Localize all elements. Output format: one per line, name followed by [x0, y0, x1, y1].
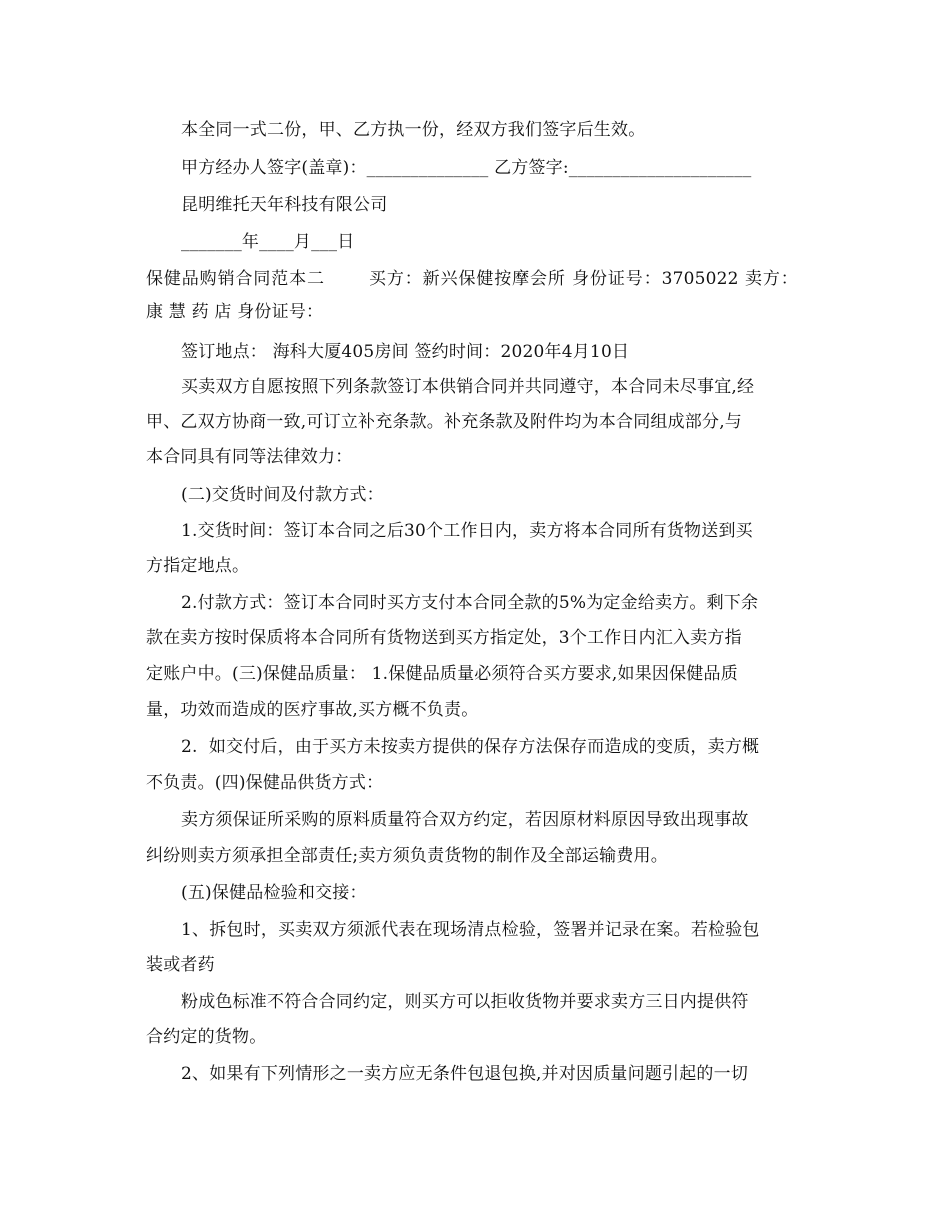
text-line: 甲方经办人签字(盖章)：______________ 乙方签字:_____________________: [181, 158, 752, 178]
text-line: 1、拆包时，买卖双方须派代表在现场清点检验，签署并记录在案。若检验包: [181, 920, 760, 940]
text-line: 2.付款方式：签订本合同时买方支付本合同全款的5%为定金给卖方。剩下余: [181, 593, 759, 613]
text-line: 款在卖方按时保质将本合同所有货物送到买方指定处，3个工作日内汇入卖方指: [146, 628, 742, 648]
text-line: 定账户中。(三)保健品质量： 1.保健品质量必须符合买方要求,如果因保健品质: [146, 664, 738, 684]
text-line: 2. 如交付后，由于买方未按卖方提供的保存方法保存而造成的变质，卖方概: [181, 737, 760, 757]
text-line: 粉成色标准不符合合同约定，则买方可以拒收货物并要求卖方三日内提供符: [181, 992, 749, 1012]
text-line: 康 慧 药 店 身份证号：: [146, 302, 324, 322]
text-line: 卖方须保证所采购的原料质量符合双方约定，若因原材料原因导致出现事故: [181, 810, 749, 830]
text-line: 签订地点： 海科大厦405房间 签约时间：2020年4月10日: [181, 342, 630, 362]
text-line: (二)交货时间及付款方式：: [181, 485, 384, 505]
text-line: 2、如果有下列情形之一卖方应无条件包退包换,并对因质量问题引起的一切: [181, 1064, 749, 1084]
text-line: 装或者药: [146, 955, 215, 975]
text-line: 本合同具有同等法律效力：: [146, 447, 353, 467]
text-line: 1.交货时间：签订本合同之后30个工作日内，卖方将本合同所有货物送到买: [181, 521, 753, 541]
text-line: 甲、乙双方协商一致,可订立补充条款。补充条款及附件均为本合同组成部分,与: [146, 412, 743, 432]
text-line: 昆明维托天年科技有限公司: [181, 195, 388, 215]
text-line: _______年____月___日: [181, 232, 355, 252]
text-line: 不负责。(四)保健品供货方式：: [146, 773, 384, 793]
text-line: 方指定地点。: [146, 556, 250, 576]
text-line: 量，功效而造成的医疗事故,买方概不负责。: [146, 700, 479, 720]
text-line: 纠纷则卖方须承担全部责任;卖方须负责货物的制作及全部运输费用。: [146, 846, 668, 866]
text-line: 买卖双方自愿按照下列条款签订本供销合同并共同遵守，本合同未尽事宜,经: [181, 377, 755, 397]
text-line: 本全同一式二份，甲、乙方执一份，经双方我们签字后生效。: [181, 120, 646, 140]
text-line: 合约定的货物。: [146, 1027, 267, 1047]
text-line: 保健品购销合同范本二 买方：新兴保健按摩会所 身份证号：3705022 卖方：: [146, 269, 798, 289]
text-line: (五)保健品检验和交接：: [181, 883, 367, 903]
